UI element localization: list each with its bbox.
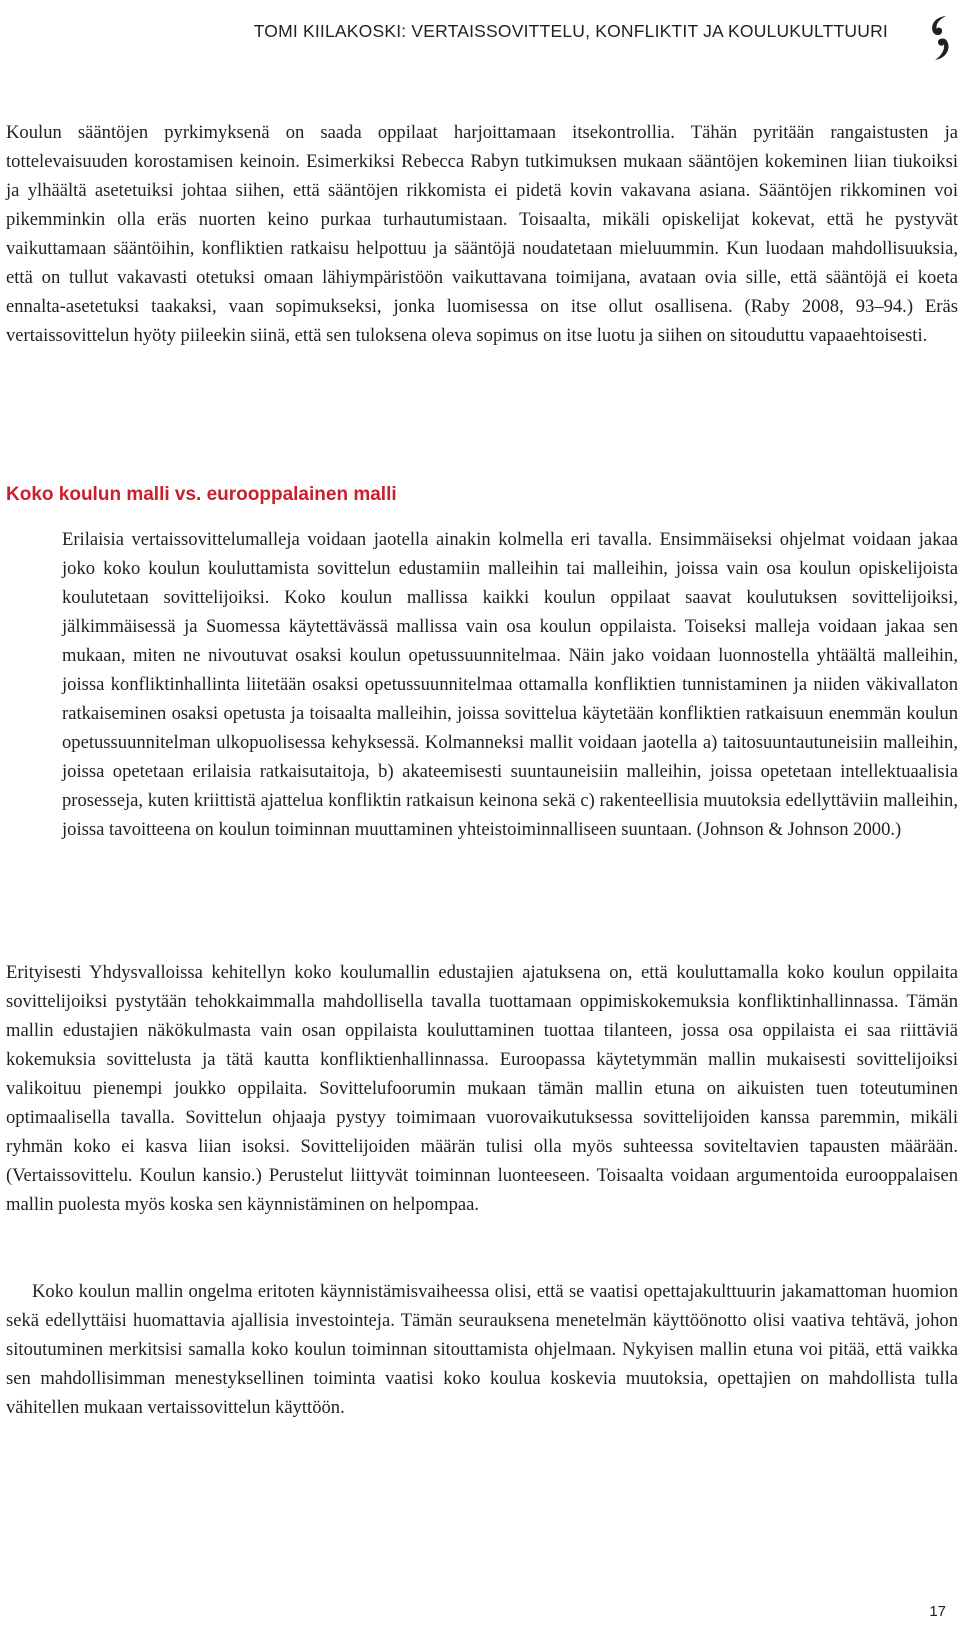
paragraph-intro: Koulun sääntöjen pyrkimyksenä on saada oppilaat harjoittamaan itsekontrollia. Tähän pyritään rangaistusten ja tottelevaisuuden korostamisen keinoin. Esimerkiksi Rebecca Rabyn tutkimuksen mukaan sääntöjen kokeminen liian tiukoiksi ja ylhäältä asetetuiksi johtaa siihen, että sääntöjen rikkomista ei pidetä kovin vakavana asiana. Sääntöjen rikkominen voi pikemminkin olla eräs nuorten keino purkaa turhautumistaan. Toisaalta, mikäli opiskelijat kokevat, että he pystyvät vaikuttamaan sääntöihin, konfliktien ratkaisu helpottuu ja sääntöjä noudatetaan mieluummin. Kun luodaan mahdollisuuksia, että on tullut vakavasti otetuksi omaan lähiympäristöön vaikuttavana toimijana, avataan ovia sille, että sääntöjä ei koeta ennalta-asetetuksi taakaksi, vaan sopimukseksi, jonka luomisessa on itse ollut osallisena. (Raby 2008, 93–94.) Eräs vertaissovittelun hyöty piileekin siinä, että sen tuloksena oleva sopimus on itse luotu ja siihen on sitouduttu vapaaehtoisesti.	[6, 122, 958, 346]
paragraph-3: Erityisesti Yhdysvalloissa kehitellyn koko koulumallin edustajien ajatuksena on, että kouluttamalla koko koulun oppilaita sovittelijoiksi pystytään tehokkaimmalla mahdollisella tavalla tuottamaan oppimiskokemuksia konfliktinhallinnassa. Tämän mallin edustajien näkökulmasta vain osan oppilaista kouluttaminen tuottaa tilanteen, jossa osa oppilaista ei saa riittäviä kokemuksia sovittelusta ja tätä kautta konfliktienhallinnassa. Euroopassa käytetymmän mallin mukaisesti sovittelijoiksi valikoituu pienempi joukko oppilaita. Sovittelufoorumin mukaan tämän mallin etuna on aikuisten tuen toteutuminen optimaalisella tavalla. Sovittelun ohjaaja pystyy toimimaan vuorovaikutuksessa sovittelijoiden kanssa paremmin, mikäli ryhmän koko ei kasva liian isoksi. Sovittelijoiden määrän tulisi olla myös suhteessa soviteltavien tapausten määrään. (Vertaissovittelu. Koulun kansio.) Perustelut liittyvät toiminnan luonteeseen. Toisaalta voidaan argumentoida eurooppalaisen mallin puolesta myös koska sen käynnistäminen on helpompaa.	[6, 962, 958, 1215]
page-header	[0, 0, 960, 66]
section-heading: Koko koulun malli vs. eurooppalainen malli	[6, 484, 397, 505]
paragraph-indented-block: Erilaisia vertaissovittelumalleja voidaan jaotella ainakin kolmella eri tavalla. Ensimmäiseksi ohjelmat voidaan jakaa joko koko koulun kouluttamista sovittelun edustamiin malleihin tai malleihin, joissa vain osa koulun opiskelijoista koulutetaan sovittelijoiksi. Koko koulun mallissa kaikki koulun oppilaat saavat koulutuksen sovittelijoiksi, jälkimmäisessä ja Suomessa käytettävässä mallissa vain osa koulun oppilaista. Toiseksi malleja voidaan jakaa sen mukaan, miten ne nivoutuvat osaksi koulun opetussuunnitelmaa. Näin jako voidaan luonnostella yhtäältä malleihin, joissa konfliktinhallinta liitetään osaksi opetussuunnitelmaa ottamalla konfliktien tunnistaminen ja niiden väkivallaton ratkaiseminen osaksi opetusta ja toisaalta malleihin, joissa sovittelua käytetään konfliktien ratkaisuun enemmän koulun opetussuunnitelman ulkopuolisessa kehyksessä. Kolmanneksi mallit voidaan jaotella a) taitosuuntautuneisiin malleihin, joissa opetetaan erilaisia ratkaisutaitoja, b) akateemisesti suuntauneisiin malleihin, joissa opetetaan intellektuaalisia prosesseja, kuten kriittistä ajattelua konfliktin ratkaisun keinona sekä c) rakenteellisia muutoksia edellyttäviin malleihin, joissa tavoitteena on koulun toiminnan muuttaminen yhteistoiminnalliseen suuntaan. (Johnson & Johnson 2000.)	[62, 529, 958, 840]
section-mark-icon	[926, 14, 954, 62]
paragraph-4: Koko koulun mallin ongelma eritoten käynnistämisvaiheessa olisi, että se vaatisi opettajakulttuurin jakamattoman huomion sekä edellyttäisi huomattavia ajallisia investointeja. Tämän seurauksena menetelmän käyttöönotto olisi vaativa tehtävä, johon sitoutuminen merkitsisi samalla koko koulun toiminnan sitouttamista ohjelmaan. Nykyisen mallin etuna voi pitää, että vaikka sen mahdollisimman menestyksellinen toiminta vaatisi koko koulua koskevia muutoksia, opettajien on mahdollista tulla vähitellen mukaan vertaissovittelun käyttöön.	[6, 1281, 958, 1418]
running-title: TOMI KIILAKOSKI: VERTAISSOVITTELU, KONFLIKTIT JA KOULUKULTTUURI	[253, 21, 888, 41]
page-number: 17	[929, 1603, 946, 1620]
